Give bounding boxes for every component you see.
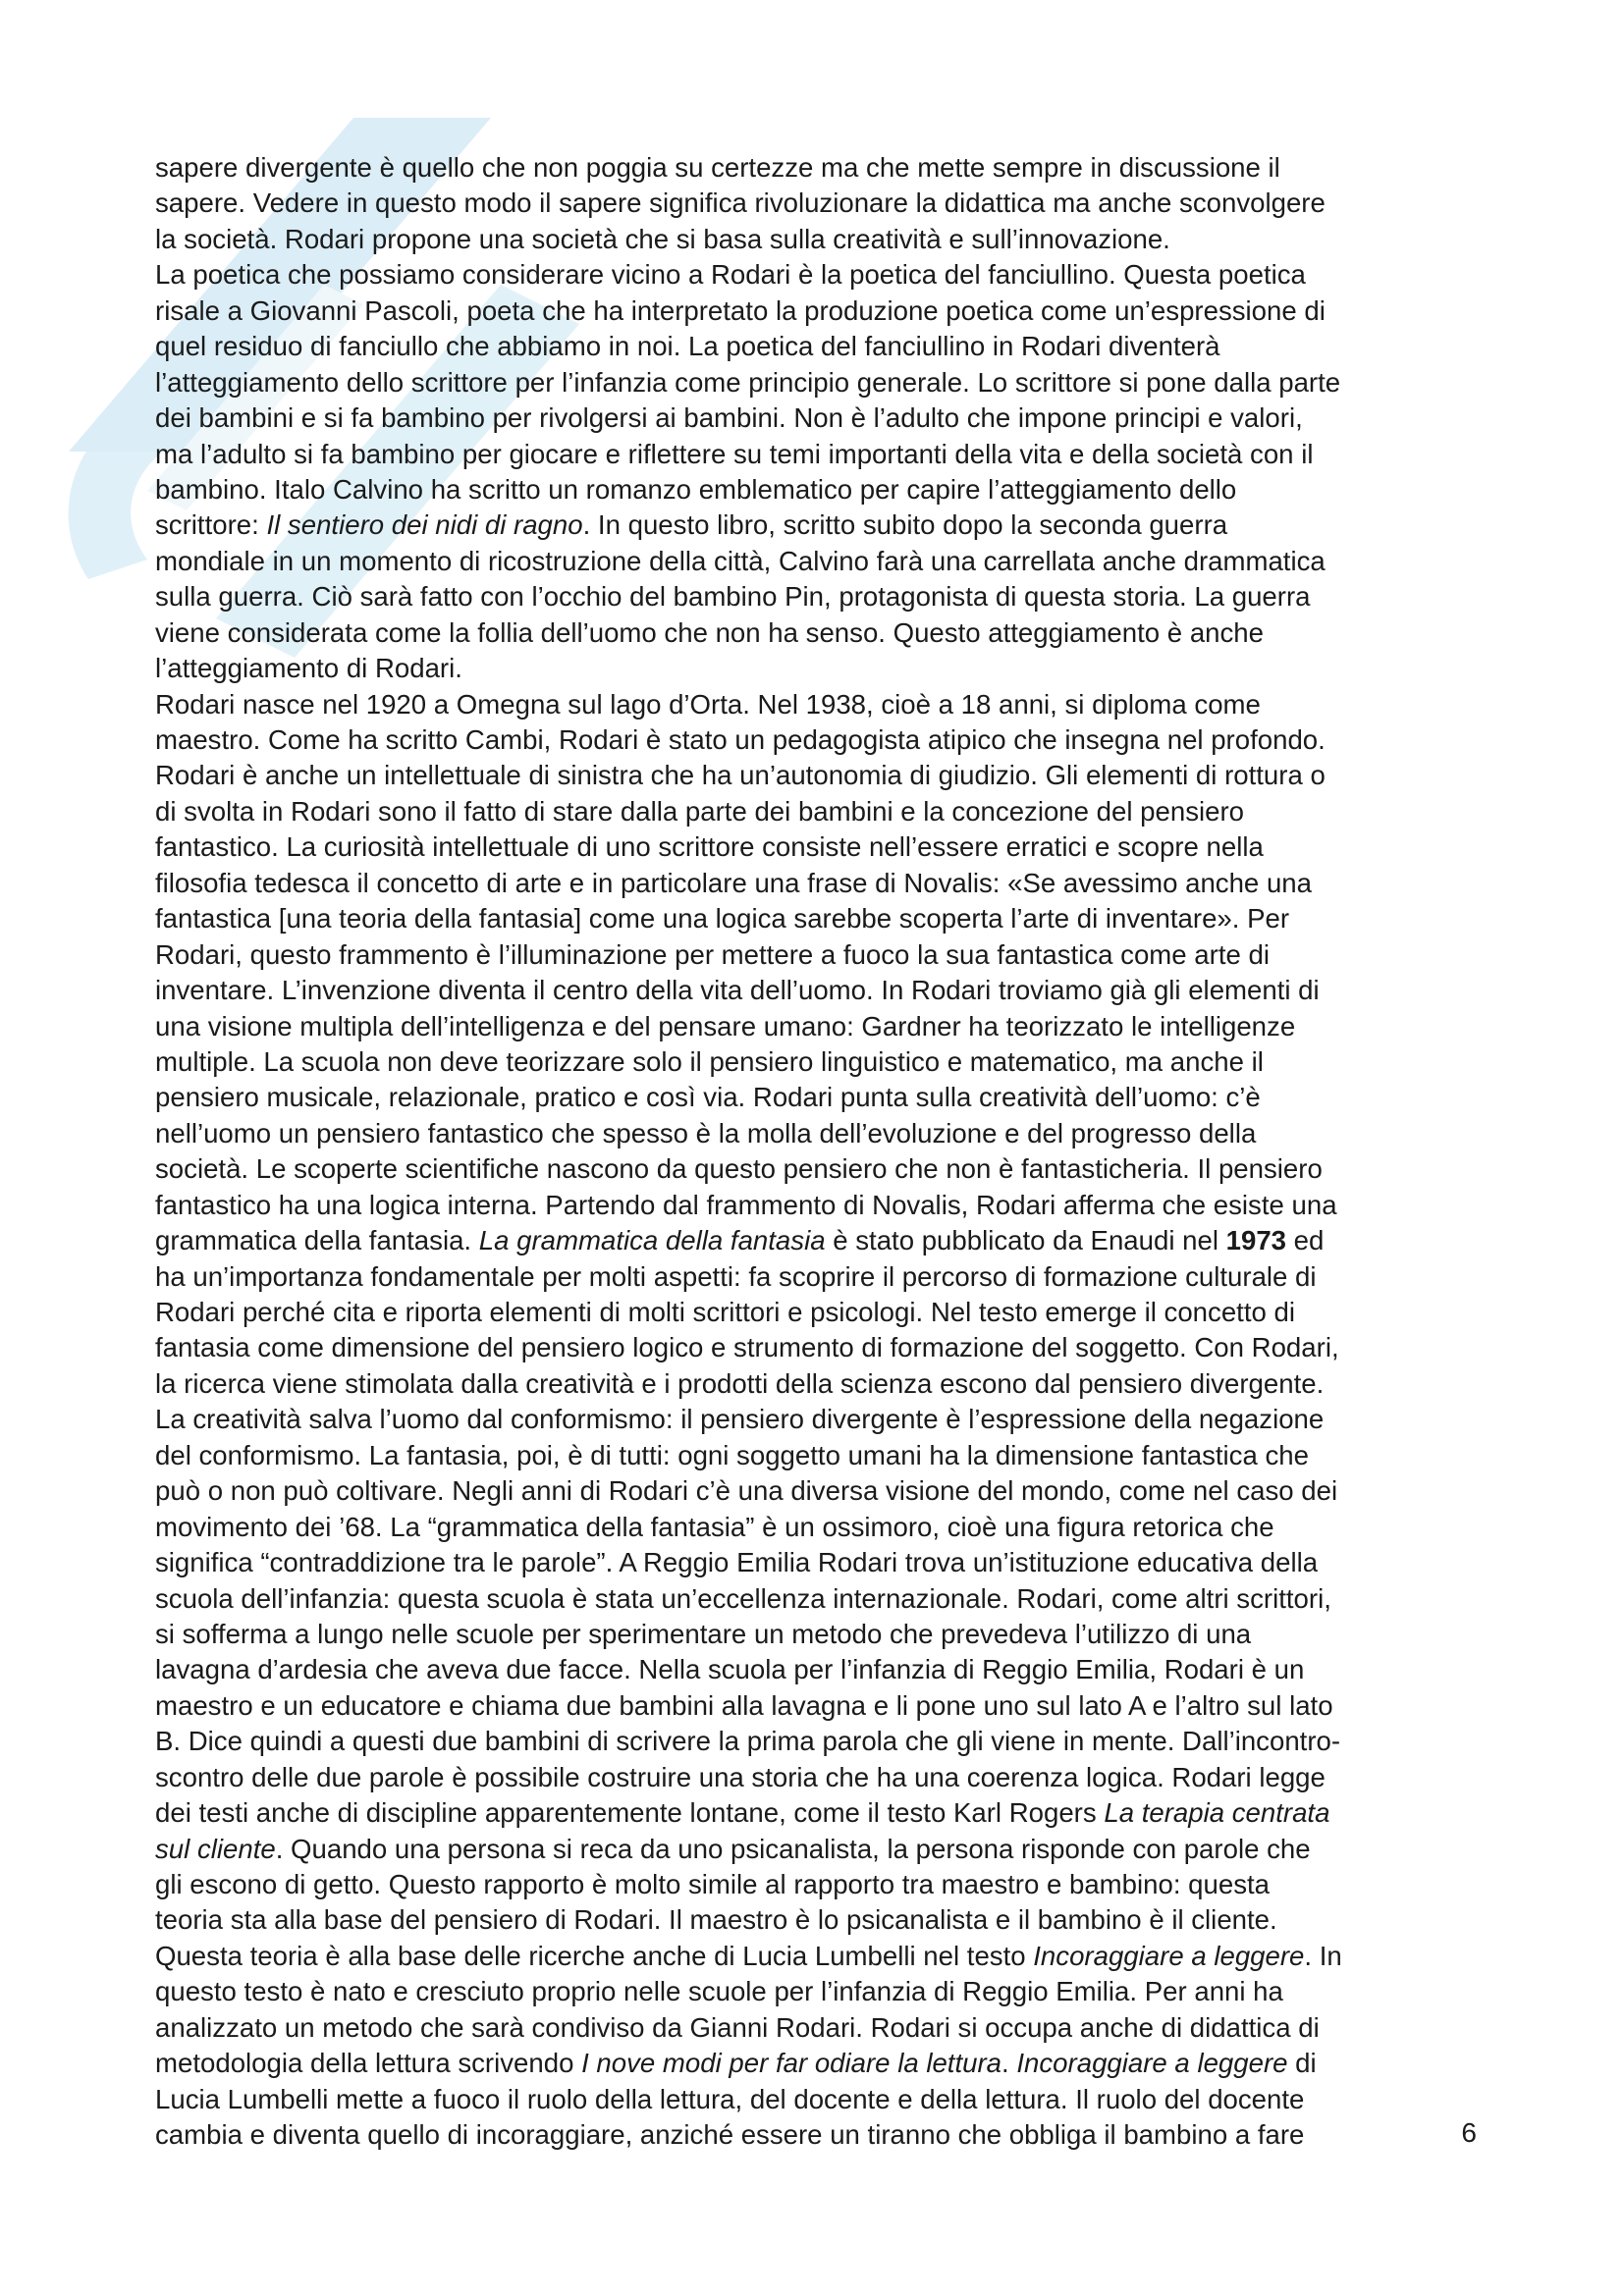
text-line — [155, 1617, 1471, 1652]
text-run: analizzato un metodo che sarà condiviso da Gianni Rodari. Rodari si occupa anche di didattica di — [155, 2011, 1320, 2043]
page-number: 6 — [1461, 2117, 1477, 2148]
text-line — [155, 866, 1471, 901]
text-run: bambino. Italo Calvino ha scritto un romanzo emblematico per capire l’atteggiamento dello — [155, 473, 1237, 505]
text-run: risale a Giovanni Pascoli, poeta che ha interpretato la produzione poetica come un’espressione di — [155, 294, 1326, 326]
text-run: movimento dei ’68. La “grammatica della fantasia” è un ossimoro, cioè una figura retorica che — [155, 1511, 1274, 1542]
text-line — [155, 1330, 1471, 1365]
text-run: teoria sta alla base del pensiero di Rodari. Il maestro è lo psicanalista e il bambino è il cliente. — [155, 1904, 1277, 1936]
italic-title: Il sentiero dei nidi di ragno — [266, 509, 583, 541]
text-run: . In questo libro, scritto subito dopo la seconda guerra — [582, 509, 1228, 541]
text-line — [155, 544, 1471, 579]
text-line — [155, 1974, 1471, 2009]
text-line — [155, 294, 1471, 329]
text-run: scuola dell’infanzia: questa scuola è stata un’eccellenza internazionale. Rodari, come altri scrittori, — [155, 1582, 1331, 1614]
text-run: ha un’importanza fondamentale per molti aspetti: fa scoprire il percorso di formazione culturale di — [155, 1260, 1317, 1292]
text-line — [155, 1510, 1471, 1545]
text-run: fantastica [una teoria della fantasia] come una logica sarebbe scoperta l’arte di inventare». Per — [155, 903, 1290, 934]
text-line — [155, 1867, 1471, 1902]
italic-title: Incoraggiare a leggere — [1016, 2048, 1288, 2079]
text-line — [155, 1652, 1471, 1687]
italic-title: sul cliente — [155, 1833, 276, 1864]
text-run: cambia e diventa quello di incoraggiare, anziché essere un tiranno che obbliga il bambino a fare — [155, 2119, 1305, 2151]
text-line — [155, 1366, 1471, 1402]
text-line — [155, 1724, 1471, 1759]
text-line — [155, 2046, 1471, 2081]
text-line — [155, 794, 1471, 829]
text-run: quel residuo di fanciullo che abbiamo in noi. La poetica del fanciullino in Rodari diventerà — [155, 331, 1220, 362]
text-run: si sofferma a lungo nelle scuole per sperimentare un metodo che prevedeva l’utilizzo di una — [155, 1618, 1252, 1649]
text-line — [155, 1188, 1471, 1223]
text-line — [155, 1760, 1471, 1795]
text-run: maestro e un educatore e chiama due bambini alla lavagna e li pone uno sul lato A e l’altro sul lato — [155, 1689, 1333, 1721]
text-run: Lucia Lumbelli mette a fuoco il ruolo della lettura, del docente e della lettura. Il ruolo del docente — [155, 2083, 1305, 2114]
text-line — [155, 2082, 1471, 2117]
text-run: fantasia come dimensione del pensiero logico e strumento di formazione del soggetto. Con Rodari, — [155, 1332, 1339, 1363]
text-run: gli escono di getto. Questo rapporto è molto simile al rapporto tra maestro e bambino: questa — [155, 1869, 1271, 1899]
text-line — [155, 2010, 1471, 2046]
text-run: mondiale in un momento di ricostruzione della città, Calvino farà una carrellata anche drammatica — [155, 545, 1326, 576]
text-line — [155, 1009, 1471, 1044]
text-run: La creatività salva l’uomo dal conformismo: il pensiero divergente è l’espressione della negazione — [155, 1404, 1325, 1435]
italic-title: Incoraggiare a leggere — [1033, 1940, 1305, 1971]
text-run: dei bambini e si fa bambino per rivolgersi ai bambini. Non è l’adulto che impone principi e valori, — [155, 402, 1303, 434]
text-run: può o non può coltivare. Negli anni di Rodari c’è una diversa visione del mondo, come nel caso dei — [155, 1475, 1338, 1507]
text-run: del conformismo. La fantasia, poi, è di tutti: ogni soggetto umani ha la dimensione fantastica che — [155, 1439, 1309, 1470]
text-line — [155, 400, 1471, 436]
text-run: l’atteggiamento di Rodari. — [155, 653, 462, 684]
text-line — [155, 937, 1471, 973]
text-run: sapere divergente è quello che non poggia su certezze ma che mette sempre in discussione il — [155, 152, 1280, 183]
text-run: ed — [1286, 1225, 1325, 1256]
text-line — [155, 1795, 1471, 1831]
text-run: scontro delle due parole è possibile costruire una storia che ha una coerenza logica. Rodari legge — [155, 1761, 1326, 1792]
text-line — [155, 973, 1471, 1008]
text-run: questo testo è nato e cresciuto proprio nelle scuole per l’infanzia di Reggio Emilia. Per anni ha — [155, 1976, 1283, 2007]
text-run: filosofia tedesca il concetto di arte e in particolare una frase di Novalis: «Se avessimo anche una — [155, 867, 1312, 898]
text-run: . — [1001, 2048, 1017, 2079]
text-line — [155, 615, 1471, 651]
text-run: multiple. La scuola non deve teorizzare solo il pensiero linguistico e matematico, ma anche il — [155, 1045, 1264, 1077]
text-run: fantastico ha una logica interna. Partendo dal frammento di Novalis, Rodari afferma che esiste una — [155, 1189, 1337, 1220]
document-body — [155, 150, 1471, 2154]
text-run: fantastico. La curiosità intellettuale di uno scrittore consiste nell’essere erratici e scopre nella — [155, 831, 1264, 863]
text-run: società. Le scoperte scientifiche nascono da questo pensiero che non è fantasticheria. Il pensiero — [155, 1153, 1323, 1185]
text-run: La poetica che possiamo considerare vicino a Rodari è la poetica del fanciullino. Questa poetica — [155, 259, 1306, 291]
text-run: di svolta in Rodari sono il fatto di stare dalla parte dei bambini e la concezione del pensiero — [155, 795, 1245, 827]
text-run: scrittore: — [155, 509, 267, 541]
text-line — [155, 1044, 1471, 1080]
text-line — [155, 651, 1471, 686]
text-line — [155, 1438, 1471, 1473]
text-run: significa “contraddizione tra le parole”. A Reggio Emilia Rodari trova un’istituzione educativa della — [155, 1547, 1319, 1578]
text-line — [155, 1151, 1471, 1187]
text-line — [155, 1473, 1471, 1509]
text-run: Rodari perché cita e riporta elementi di molti scrittori e psicologi. Nel testo emerge il concetto di — [155, 1297, 1295, 1327]
text-line — [155, 365, 1471, 400]
text-line — [155, 1902, 1471, 1938]
text-line — [155, 829, 1471, 865]
text-line — [155, 437, 1471, 472]
text-run: sapere. Vedere in questo modo il sapere significa rivoluzionare la didattica ma anche sconvolgere — [155, 187, 1326, 219]
text-run: la società. Rodari propone una società che si basa sulla creatività e sull’innovazione. — [155, 223, 1170, 254]
text-run: metodologia della lettura scrivendo — [155, 2048, 582, 2079]
text-line — [155, 2117, 1471, 2153]
text-run: pensiero musicale, relazionale, pratico e così via. Rodari punta sulla creatività dell’uomo: c’è — [155, 1082, 1261, 1113]
text-line — [155, 1581, 1471, 1617]
text-run: l’atteggiamento dello scrittore per l’infanzia come principio generale. Lo scrittore si pone dalla parte — [155, 366, 1341, 398]
text-line — [155, 507, 1471, 543]
text-run: Rodari, questo frammento è l’illuminazione per mettere a fuoco la sua fantastica come arte di — [155, 938, 1270, 970]
text-line — [155, 222, 1471, 257]
text-run: Rodari è anche un intellettuale di sinistra che ha un’autonomia di giudizio. Gli elementi di rottura o — [155, 760, 1326, 791]
text-run: . In — [1304, 1940, 1342, 1971]
text-line — [155, 758, 1471, 793]
text-line — [155, 1402, 1471, 1437]
text-line — [155, 1295, 1471, 1330]
text-run: la ricerca viene stimolata dalla creatività e i prodotti della scienza escono dal pensiero divergente. — [155, 1367, 1325, 1399]
text-run: B. Dice quindi a questi due bambini di scrivere la prima parola che gli viene in mente. Dall’incontro- — [155, 1726, 1341, 1757]
text-line — [155, 1545, 1471, 1580]
text-run: di — [1287, 2048, 1317, 2079]
text-run: nell’uomo un pensiero fantastico che spesso è la molla dell’evoluzione e del progresso della — [155, 1117, 1257, 1148]
text-line — [155, 687, 1471, 722]
italic-title: La grammatica della fantasia — [478, 1225, 826, 1256]
text-run: viene considerata come la follia dell’uomo che non ha senso. Questo atteggiamento è anche — [155, 616, 1264, 648]
text-line — [155, 472, 1471, 507]
text-line — [155, 722, 1471, 758]
text-run: ma l’adulto si fa bambino per giocare e riflettere su temi importanti della vita e della società con il — [155, 438, 1314, 469]
text-line — [155, 1832, 1471, 1867]
text-line — [155, 1223, 1471, 1258]
text-line — [155, 1080, 1471, 1115]
text-run: sulla guerra. Ciò sarà fatto con l’occhio del bambino Pin, protagonista di questa storia. La guerra — [155, 581, 1311, 613]
text-line — [155, 579, 1471, 614]
text-line — [155, 257, 1471, 293]
text-line — [155, 1688, 1471, 1724]
text-run: Questa teoria è alla base delle ricerche anche di Lucia Lumbelli nel testo — [155, 1940, 1034, 1971]
text-line — [155, 329, 1471, 364]
text-run: inventare. L’invenzione diventa il centro della vita dell’uomo. In Rodari troviamo già gli elementi di — [155, 975, 1320, 1006]
text-run: una visione multipla dell’intelligenza e del pensare umano: Gardner ha teorizzato le intelligenze — [155, 1010, 1296, 1041]
bold-text: 1973 — [1225, 1225, 1287, 1256]
text-line — [155, 186, 1471, 221]
text-run: grammatica della fantasia. — [155, 1225, 479, 1256]
text-line — [155, 1939, 1471, 1974]
text-line — [155, 901, 1471, 936]
italic-title: I nove modi per far odiare la lettura — [581, 2048, 1002, 2079]
text-run: Rodari nasce nel 1920 a Omegna sul lago d’Orta. Nel 1938, cioè a 18 anni, si diploma come — [155, 688, 1261, 720]
text-line — [155, 150, 1471, 186]
text-run: lavagna d’ardesia che aveva due facce. Nella scuola per l’infanzia di Reggio Emilia, Rodari è un — [155, 1654, 1305, 1685]
text-run: dei testi anche di discipline apparentemente lontane, come il testo Karl Rogers — [155, 1797, 1105, 1829]
italic-title: La terapia centrata — [1104, 1797, 1330, 1829]
text-line — [155, 1259, 1471, 1295]
text-run: è stato pubblicato da Enaudi nel — [825, 1225, 1226, 1256]
text-run: . Quando una persona si reca da uno psicanalista, la persona risponde con parole che — [275, 1833, 1311, 1864]
text-run: maestro. Come ha scritto Cambi, Rodari è stato un pedagogista atipico che insegna nel profondo. — [155, 724, 1326, 755]
text-line — [155, 1116, 1471, 1151]
